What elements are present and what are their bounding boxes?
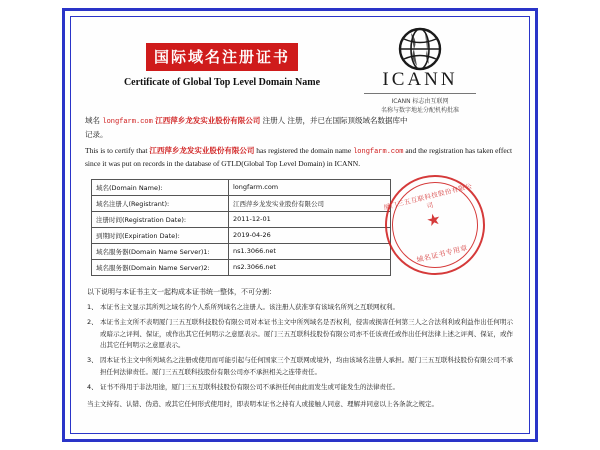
term-text: 本证书主文所不表明厦门三五互联科技股份有限公司对本证书主文中所列域名是否权利，侵害或损害任何第三人之合法利利或利益作出任何明示或暗示之评判、保证，或作出其它任何明示之意愿表示。厦门三五互联科技股份有限公司亦不任该责任或作出任何法律上述之评判、保证，或作出其它任何明示之意愿表示。 <box>100 318 513 349</box>
row-label: 域名注册人(Registrant): <box>92 195 229 211</box>
statement-cn-domain: longfarm.com <box>102 118 153 126</box>
table-row <box>92 227 391 243</box>
certificate-content <box>79 21 521 431</box>
row-value: 2019-04-26 <box>229 227 391 243</box>
list-item <box>87 382 513 393</box>
table-row <box>92 211 391 227</box>
certificate-header <box>79 21 521 113</box>
table-row <box>92 195 391 211</box>
term-number: 1、 <box>87 302 98 311</box>
statement-cn-label-domain: 域名 <box>85 116 100 125</box>
term-number: 4、 <box>87 383 98 392</box>
statement-en-org: 江西萍乡龙发实业股份有限公司 <box>149 145 255 155</box>
statement-en-domain: longfarm.com <box>353 147 404 156</box>
statement-cn-tail: 注册，并已在国际顶级域名数据库中 <box>287 116 408 125</box>
details-section <box>79 179 521 276</box>
terms-footer: 当主文持有、认错、伪造、或其它任何形式使用时，即表明本证书之持有人或接触人同意、理解并同意以上各条款之规定。 <box>87 400 438 409</box>
row-value: 2011-12-01 <box>229 211 391 227</box>
statement-cn-org: 江西萍乡龙发实业股份有限公司 <box>155 116 261 125</box>
title-block <box>97 43 347 88</box>
icann-subtitle-line2: 名称与数字地址分配机构批准 <box>380 107 459 114</box>
statement-cn-line1 <box>85 115 515 129</box>
list-item <box>87 317 513 351</box>
official-seal <box>374 164 495 285</box>
page-title-cn: 国际域名注册证书 <box>146 43 298 71</box>
row-label: 域名服务器(Domain Name Server)1: <box>92 243 229 259</box>
domain-info-table <box>91 179 391 276</box>
row-value: longfarm.com <box>229 179 391 195</box>
table-row <box>92 179 391 195</box>
statement-en-c: and the registration has taken effect since it was put on records in the database of GTLD(Global Top Level Domain) in ICANN. <box>85 145 513 169</box>
statement-en <box>85 145 515 171</box>
term-text: 本证书主文显示其所列之域名的个人系所列域名之注册人。该注册人获准享有该域名所列之互联网权利。 <box>100 302 399 311</box>
term-number: 3、 <box>87 356 98 365</box>
statement-cn-line2: 记录。 <box>85 129 108 139</box>
term-number: 2、 <box>87 318 98 327</box>
seal-top-text: 厦门三五互联科技股份有限公司 <box>382 181 474 212</box>
row-label: 注册时间(Registration Date): <box>92 211 229 227</box>
row-value: 江西萍乡龙发实业股份有限公司 <box>229 195 391 211</box>
icann-wordmark: ICANN <box>382 69 458 90</box>
globe-icon <box>398 27 442 71</box>
statement-en-b: has registered the domain name <box>256 145 352 155</box>
certificate-border <box>62 8 538 442</box>
terms-section <box>79 286 521 411</box>
table-row <box>92 259 391 275</box>
term-text: 证书不得用于非法用途，厦门三五互联科技股份有限公司不承担任何由此而发生或可能发生的法律责任。 <box>100 383 399 392</box>
page-title-en: Certificate of Global Top Level Domain Name <box>123 77 321 88</box>
seal-star-icon: ★ <box>424 210 443 231</box>
row-label: 域名服务器(Domain Name Server)2: <box>92 259 229 275</box>
row-label: 到期时间(Expiration Date): <box>92 227 229 243</box>
list-item <box>87 355 513 378</box>
table-row <box>92 243 391 259</box>
row-value: ns2.3066.net <box>229 259 391 275</box>
term-text: 因本证书主文中所列域名之注册或使用而可能引起与任何国家三个互联网或境外，均由该域名注册人承担。厦门三五互联科技股份有限公司不承担任何法律责任。厦门三五互联科技股份有限公司亦不承担相关之连带责任。 <box>100 356 513 376</box>
icann-logo-block <box>345 27 495 115</box>
statement-en-a: This is to certify that <box>85 145 148 155</box>
statement-cn-label-registrant: 注册人 <box>262 116 286 125</box>
statement-block <box>79 115 521 171</box>
icann-divider <box>364 93 476 94</box>
seal-bottom-text: 域名证书专用章 <box>415 243 469 264</box>
terms-lead: 以下说明与本证书主文一起构成本证书统一整体，不可分割： <box>87 287 276 296</box>
list-item <box>87 302 513 313</box>
icann-subtitle-line1: ICANN 标志由互联网 <box>391 98 449 105</box>
row-label: 域名(Domain Name): <box>92 179 229 195</box>
row-value: ns1.3066.net <box>229 243 391 259</box>
